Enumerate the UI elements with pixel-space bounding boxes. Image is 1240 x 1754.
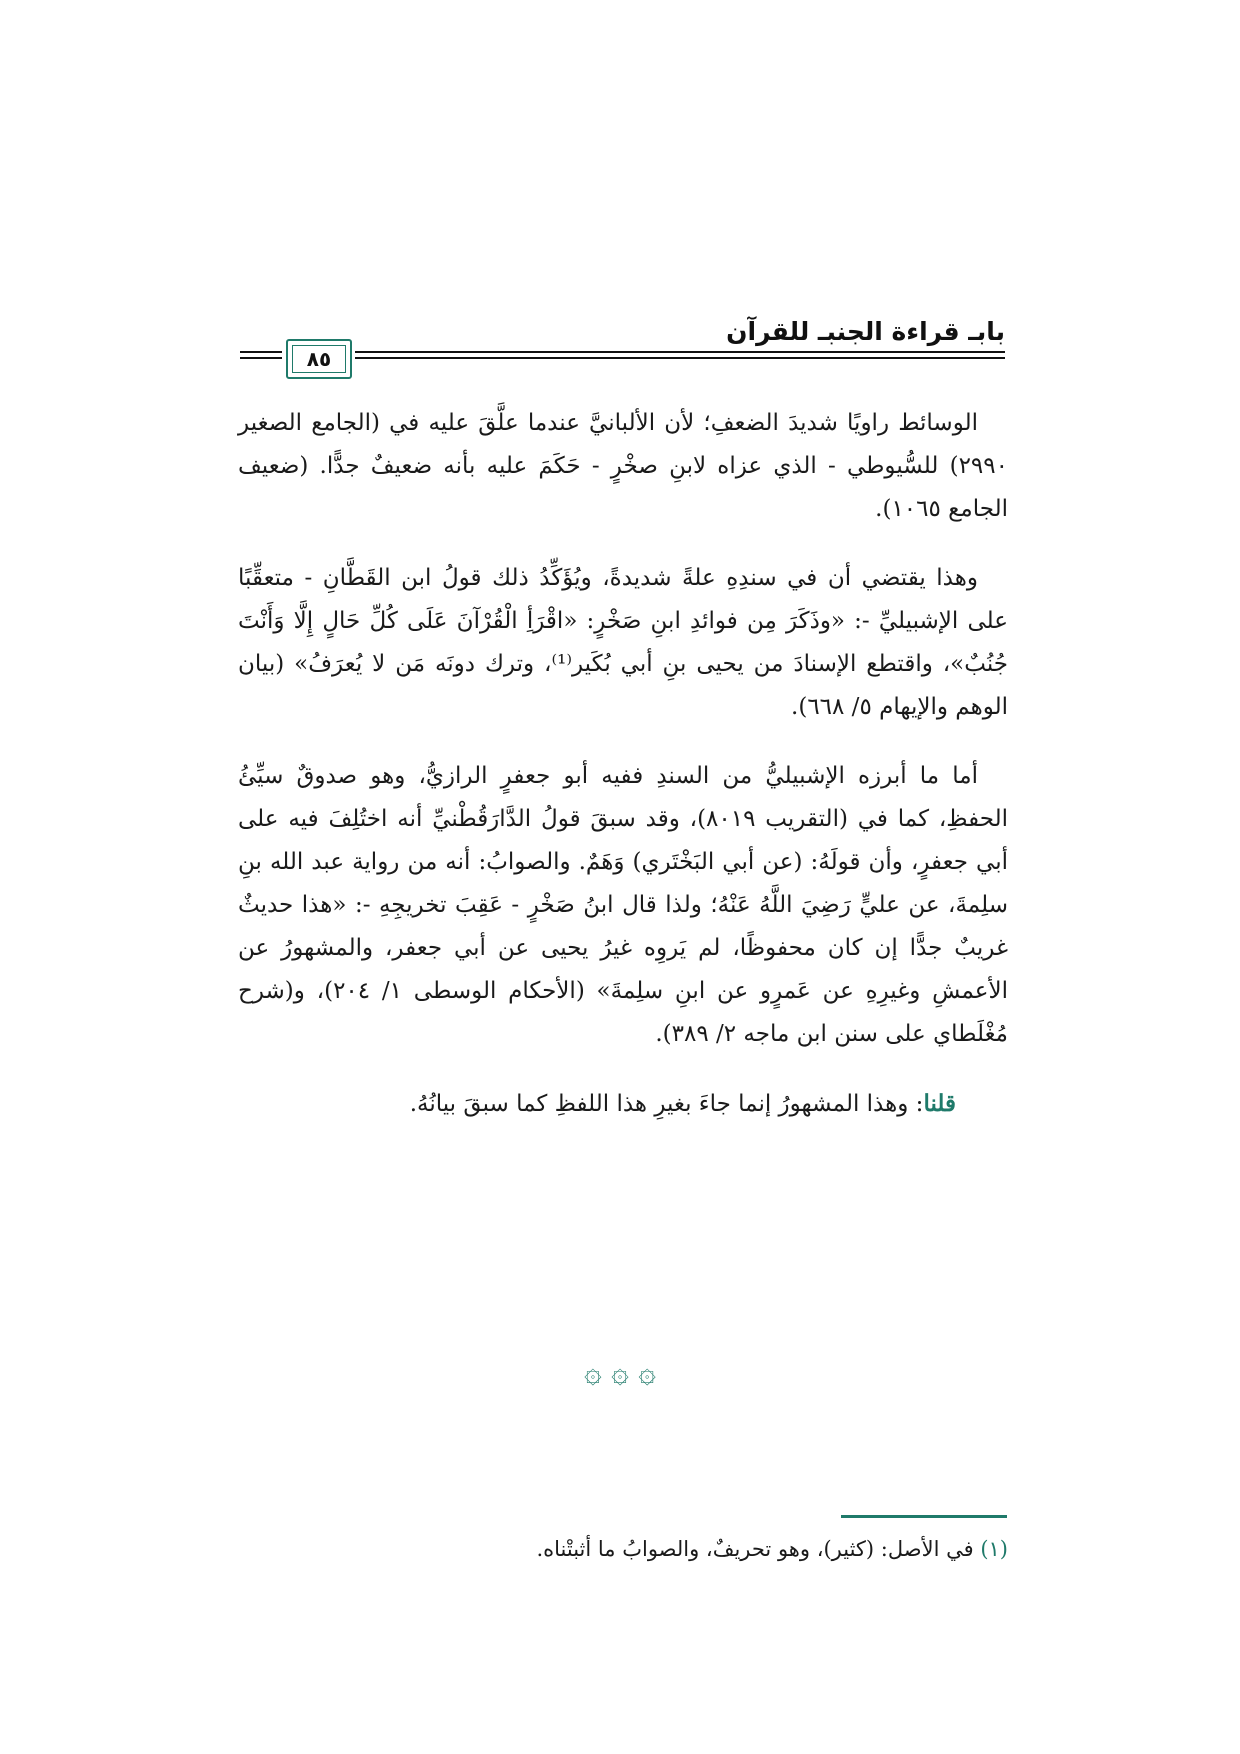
paragraph-2: وهذا يقتضي أن في سندِهِ علةً شديدةً، ويُؤَكِّدُ ذلك قولُ ابن القَطَّانِ - متعقِّبًا على الإشبيليِّ -: «وذَكَرَ مِن فوائدِ ابنِ صَخْرٍ: «اقْرَأِ الْقُرْآنَ عَلَى كُلِّ حَالٍ إِلَّا وَأَنْتَ جُنُبٌ»، واقتطع الإسنادَ من يحيى بنِ أبي بُكَير⁽¹⁾، وترك دونَه مَن لا يُعرَفُ» (بيان الوهم والإيهام ٥/ ٦٦٨). <box>238 565 1008 720</box>
page-number-badge <box>286 339 352 379</box>
footnote-number: (١) <box>980 1537 1008 1561</box>
qulna-label: قلنا <box>923 1090 956 1117</box>
main-text <box>238 402 1008 1152</box>
chapter-title: بابـ قراءة الجنبـ للقرآن <box>726 317 1005 346</box>
paragraph-4 <box>238 1082 1008 1126</box>
header-rule-left-top <box>240 351 282 353</box>
paragraph-1: الوسائط راويًا شديدَ الضعفِ؛ لأن الألبانيَّ عندما علَّقَ عليه في (الجامع الصغير ٢٩٩٠) للسُّيوطي - الذي عزاه لابنِ صخْرٍ - حَكَمَ عليه بأنه ضعيفٌ جدًّا. (ضعيف الجامع ١٠٦٥). <box>238 410 1008 522</box>
header-rule-right-top <box>355 351 1005 353</box>
header-rule-left-bottom <box>240 357 282 359</box>
footnote-text: في الأصل: (كثير)، وهو تحريفٌ، والصوابُ ما أثبتْناه. <box>536 1537 981 1561</box>
page-number: ٨٥ <box>306 347 332 371</box>
footnote <box>238 1532 1008 1566</box>
header-rule-right-bottom <box>355 357 1005 359</box>
paragraph-3: أما ما أبرزه الإشبيليُّ من السندِ ففيه أبو جعفرٍ الرازيُّ، وهو صدوقٌ سيِّئُ الحفظِ، كما في (التقريب ٨٠١٩)، وقد سبقَ قولُ الدَّارَقُطْنيِّ أنه اختُلِفَ فيه على أبي جعفرٍ، وأن قولَهُ: (عن أبي البَخْتَري) وَهَمٌ. والصوابُ: أنه من رواية عبد الله بنِ سلِمةَ، عن عليٍّ رَضِيَ اللَّهُ عَنْهُ؛ ولذا قال ابنُ صَخْرٍ - عَقِبَ تخريجِهِ -: «هذا حديثٌ غريبٌ جدًّا إن كان محفوظًا، لم يَروِه غيرُ يحيى عن أبي جعفر، والمشهورُ عن الأعمشِ وغيرِهِ عن عَمرٍو عن ابنِ سلِمةَ» (الأحكام الوسطى ١/ ٢٠٤)، و(شرح مُغْلَطاي على سنن ابن ماجه ٢/ ٣٨٩). <box>238 763 1009 1047</box>
page-header <box>240 313 1005 383</box>
section-ornaments: ۞ ۞ ۞ <box>584 1355 656 1390</box>
footnote-separator <box>841 1515 1007 1518</box>
qulna-text: : وهذا المشهورُ إنما جاءَ بغيرِ هذا اللفظِ كما سبقَ بيانُهُ. <box>409 1091 924 1117</box>
